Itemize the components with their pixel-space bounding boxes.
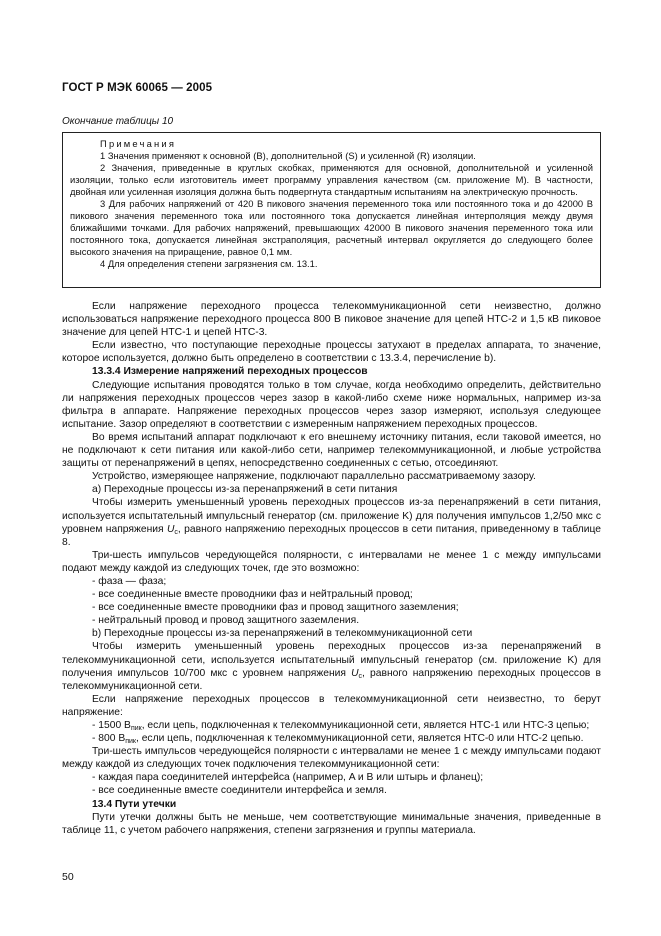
- main-text: [62, 300, 601, 837]
- list-item: - 1500 $В_{пик}$, если цепь, подключенная к телекоммуникационной сети, является НТС-1 или НТС-3 цепью;: [92, 720, 590, 732]
- document-header: ГОСТ Р МЭК 60065 — 2005: [62, 82, 213, 94]
- list-item: - 800 $В_{пик}$, если цепь, подключенная к телекоммуникационной сети, является НТС-0 или НТС-2 цепью.: [92, 733, 584, 746]
- section-heading-13-4: 13.4 Пути утечки: [92, 798, 177, 810]
- notes-box: [62, 132, 601, 288]
- table-caption: Окончание таблицы 10: [62, 116, 174, 127]
- paragraph: Три-шесть импульсов чередующейся полярности с интервалами не менее 1 с между импульсами подают между каждой из следующих точек подключения телекоммуникационной сети:: [62, 746, 601, 771]
- paragraph: Если известно, что поступающие переходные процессы затухают в пределах аппарата, то значение, которое используется, должно быть определено в соответствии с 13.3.4, перечисление b).: [62, 340, 601, 365]
- note-4: 4 Для определения степени загрязнения см. 13.1.: [100, 258, 318, 269]
- list-heading-a: a) Переходные процессы из-за перенапряжений в сети питания: [92, 484, 398, 496]
- list-item: - каждая пара соединителей интерфейса (например, A и B или штырь и фланец);: [92, 772, 484, 784]
- paragraph: Если напряжение переходного процесса телекоммуникационной сети неизвестно, должно использоваться напряжение переходного процесса 800 В пиковое значение для цепей НТС-2 и 1,5 кВ пиковое значение для цепей НТС-1 и цепей НТС-3.: [62, 301, 601, 339]
- paragraph: Следующие испытания проводятся только в том случае, когда необходимо определить, действительно ли напряжения переходных процессов через зазор в какой-либо схеме ниже нормальных, например из-за фильтра в аппарате. Напряжение переходных процессов через зазор измеряют, используя следующее испытание. Зазор определяют в соответствии с измеренным напряжением переходных процессов.: [62, 379, 601, 430]
- list-item: - фаза — фаза;: [92, 575, 167, 587]
- paragraph: Чтобы измерить уменьшенный уровень переходных процессов из-за перенапряжений в телекоммуникационной сети, используется испытательный импульсный генератор (см. приложение K) для получения импульсов 10/700 мкс с уровнем напряжения $U_с$, равного напряжению переходных процессов в телекоммуникационной сети.: [62, 641, 601, 692]
- list-item: - все соединенные вместе проводники фаз и нейтральный провод;: [92, 589, 413, 601]
- note-3: 3 Для рабочих напряжений от 420 В пикового значения переменного тока или постоянного тока и до 42000 В пикового значения переменного тока или постоянного тока допускается линейная интерполяция между двумя ближайшими точками. Для рабочих напряжений, превышающих 42000 В пикового значения переменного тока или постоянного тока, допускается линейная экстраполяция, расчетный интервал округляется до следующего более высокого значения на приращение, равное 0,1 мм.: [70, 198, 593, 257]
- paragraph: Чтобы измерить уменьшенный уровень переходных процессов из-за перенапряжений в сети питания, используется испытательный импульсный генератор (см. приложение K) для получения импульсов 1,2/50 мкс с уровнем напряжения $U_с$, равного напряжению переходных процессов в сети питания, приведенному в таблице 8.: [62, 497, 601, 548]
- paragraph: Если напряжение переходных процессов в телекоммуникационной сети неизвестно, то берут напряжение:: [62, 693, 601, 718]
- paragraph: Пути утечки должны быть не меньше, чем соответствующие минимальные значения, приведенные в таблице 11, с учетом рабочего напряжения, степени загрязнения и группы материала.: [62, 811, 601, 836]
- list-heading-b: b) Переходные процессы из-за перенапряжений в телекоммуникационной сети: [92, 628, 473, 640]
- notes-title: Примечания: [100, 138, 177, 149]
- section-heading-13-3-4: 13.3.4 Измерение напряжений переходных процессов: [92, 366, 368, 378]
- paragraph: Во время испытаний аппарат подключают к его внешнему источнику питания, если таковой имеется, но не подключают к сети питания или какой-либо сети, например телекоммуникационной, и любые устройства защиты от перенапряжений в цепях, непосредственно соединенных с сетью, отсоединяют.: [62, 431, 601, 470]
- note-2: 2 Значения, приведенные в круглых скобках, применяются для основной, дополнительной и усиленной изоляции, только если изготовитель имеет программу управления качеством (см. приложение M). В частности, двойная или усиленная изоляция должна быть подвергнута стандартным испытаниям на электрическую прочность.: [70, 162, 593, 197]
- list-item: - нейтральный провод и провод защитного заземления.: [92, 615, 360, 627]
- list-item: - все соединенные вместе проводники фаз и провод защитного заземления;: [92, 602, 459, 614]
- paragraph: Три-шесть импульсов чередующейся полярности, с интервалами не менее 1 с между импульсами подают между каждой из следующих точек, где это возможно:: [62, 549, 601, 574]
- note-1: 1 Значения применяют к основной (B), дополнительной (S) и усиленной (R) изоляции.: [100, 150, 476, 161]
- paragraph: Устройство, измеряющее напряжение, подключают параллельно рассматриваемому зазору.: [92, 471, 536, 483]
- list-item: - все соединенные вместе соединители интерфейса и земля.: [92, 785, 387, 797]
- page-number: 50: [62, 871, 74, 883]
